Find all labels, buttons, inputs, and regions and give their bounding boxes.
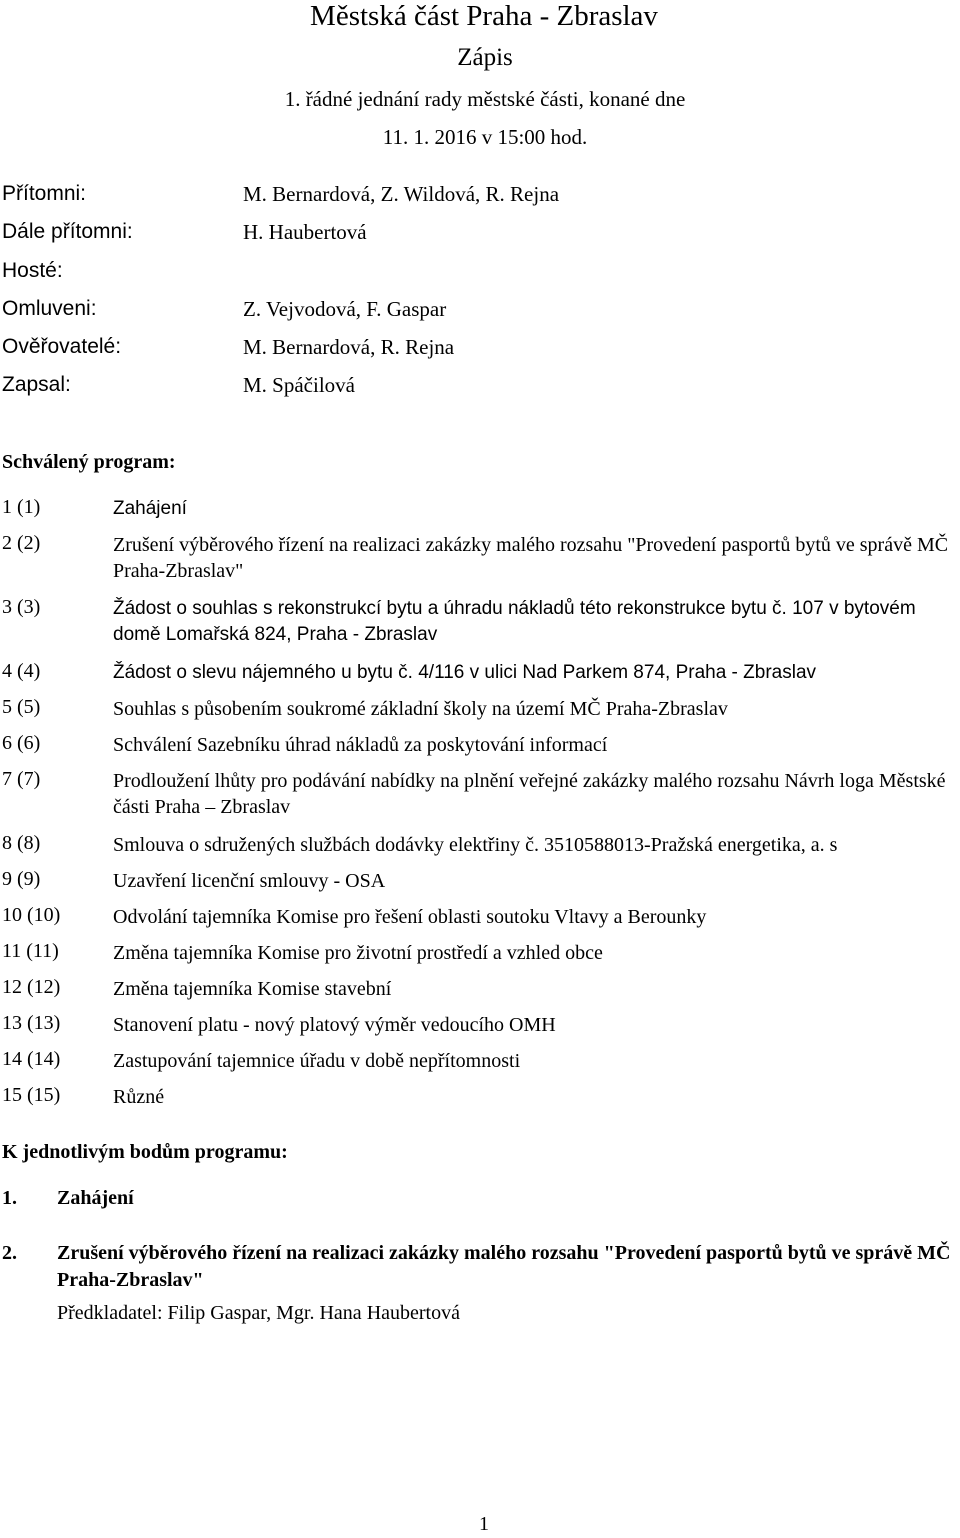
agenda-number: 11 (11) xyxy=(2,940,59,962)
section-title: Zahájení xyxy=(57,1187,134,1209)
attendance-value-verifiers: M. Bernardová, R. Rejna xyxy=(243,335,455,359)
attendance-value-also-present: H. Haubertová xyxy=(243,220,367,244)
agenda-number: 15 (15) xyxy=(2,1084,61,1106)
attendance-label-recorded-by: Zapsal: xyxy=(2,373,71,396)
meeting-date: 11. 1. 2016 v 15:00 hod. xyxy=(382,125,588,149)
agenda-number: 9 (9) xyxy=(2,868,41,890)
agenda-number: 6 (6) xyxy=(2,732,41,754)
attendance-label-present: Přítomni: xyxy=(2,182,87,205)
section-number: 2. xyxy=(2,1242,17,1264)
agenda-number: 4 (4) xyxy=(2,660,41,682)
agenda-text: Uzavření licenční smlouvy - OSA xyxy=(113,870,386,892)
agenda-number: 8 (8) xyxy=(2,832,41,854)
agenda-number: 12 (12) xyxy=(2,976,61,998)
agenda-text: Prodloužení lhůty pro podávání nabídky na plnění veřejné zakázky malého rozsahu Návrh loga Městské části Praha – Zbraslav xyxy=(113,770,946,818)
program-heading: Schválený program: xyxy=(2,451,176,473)
agenda-text: Souhlas s působením soukromé základní školy na území MČ Praha-Zbraslav xyxy=(113,698,728,720)
agenda-number: 7 (7) xyxy=(2,768,41,790)
agenda-text: Žádost o slevu nájemného u bytu č. 4/116 v ulici Nad Parkem 874, Praha - Zbraslav xyxy=(113,662,817,683)
agenda-number: 2 (2) xyxy=(2,532,41,554)
agenda-text: Změna tajemníka Komise pro životní prostředí a vzhled obce xyxy=(113,942,603,964)
agenda-number: 13 (13) xyxy=(2,1012,61,1034)
attendance-label-also-present: Dále přítomni: xyxy=(2,220,133,243)
agenda-text: Změna tajemníka Komise stavební xyxy=(113,978,392,1000)
attendance-label-excused: Omluveni: xyxy=(2,297,97,320)
section-presenter: Předkladatel: Filip Gaspar, Mgr. Hana Haubertová xyxy=(57,1302,460,1324)
meeting-line: 1. řádné jednání rady městské části, konané dne xyxy=(284,87,686,111)
attendance-label-verifiers: Ověřovatelé: xyxy=(2,335,122,358)
agenda-number: 1 (1) xyxy=(2,496,41,518)
attendance-value-excused: Z. Vejvodová, F. Gaspar xyxy=(243,297,447,321)
agenda-number: 3 (3) xyxy=(2,596,41,618)
agenda-text: Zastupování tajemnice úřadu v době nepřítomnosti xyxy=(113,1050,521,1072)
section-title: Zrušení výběrového řízení na realizaci zakázky malého rozsahu "Provedení pasportů bytů ve správě MČ Praha-Zbraslav" xyxy=(57,1242,951,1291)
page-number: 1 xyxy=(479,1513,489,1535)
agenda-text: Stanovení platu - nový platový výměr vedoucího OMH xyxy=(113,1014,556,1036)
agenda-number: 5 (5) xyxy=(2,696,41,718)
agenda-text: Schválení Sazebníku úhrad nákladů za poskytování informací xyxy=(113,734,608,756)
section-number: 1. xyxy=(2,1187,17,1209)
document-title: Městská část Praha - Zbraslav xyxy=(310,0,658,32)
document-subtitle: Zápis xyxy=(457,44,513,71)
agenda-text: Smlouva o sdružených službách dodávky elektřiny č. 3510588013-Pražská energetika, a. s xyxy=(113,834,838,856)
agenda-text: Zahájení xyxy=(113,498,187,519)
details-heading: K jednotlivým bodům programu: xyxy=(2,1141,288,1163)
attendance-value-recorded-by: M. Spáčilová xyxy=(243,373,355,397)
agenda-text: Zrušení výběrového řízení na realizaci zakázky malého rozsahu "Provedení pasportů bytů ve správě MČ Praha-Zbraslav" xyxy=(113,534,949,582)
agenda-number: 10 (10) xyxy=(2,904,61,926)
attendance-value-present: M. Bernardová, Z. Wildová, R. Rejna xyxy=(243,182,560,206)
attendance-label-guests: Hosté: xyxy=(2,259,63,282)
agenda-number: 14 (14) xyxy=(2,1048,61,1070)
agenda-text: Různé xyxy=(113,1086,165,1108)
agenda-text: Žádost o souhlas s rekonstrukcí bytu a úhradu nákladů této rekonstrukce bytu č. 107 v bytovém domě Lomařská 824, Praha - Zbraslav xyxy=(113,598,916,645)
agenda-text: Odvolání tajemníka Komise pro řešení oblasti soutoku Vltavy a Berounky xyxy=(113,906,707,928)
